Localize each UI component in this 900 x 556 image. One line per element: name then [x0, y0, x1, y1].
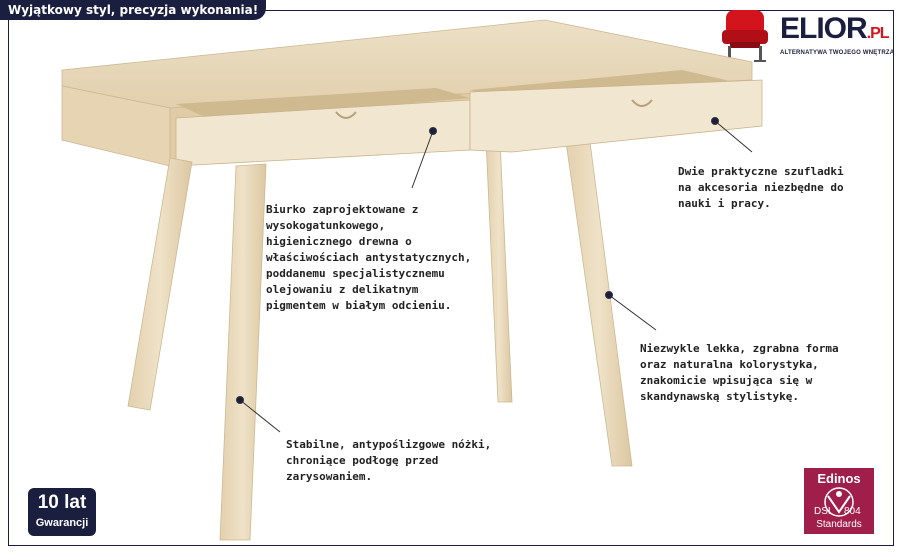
edinos-certificate-badge [804, 468, 874, 534]
desk-leg-front-middle [220, 164, 266, 540]
desk-leg-back-left [486, 140, 512, 402]
callout-wood-line: Biurko zaprojektowane z [266, 203, 419, 216]
logo-suffix: .PL [866, 25, 889, 42]
headline-banner: Wyjątkowy styl, precyzja wykonania! [0, 0, 266, 20]
callout-legs-line: zarysowaniem. [286, 470, 373, 483]
callout-form-line: Niezwykle lekka, zgrabna forma [640, 342, 839, 355]
warranty-badge [28, 488, 96, 536]
callout-drawers [678, 164, 844, 212]
badge-number: 804 [844, 506, 861, 517]
callout-form-line: znakomicie wpisująca się w [640, 374, 813, 387]
callout-drawers-line: Dwie praktyczne szufladki [678, 165, 844, 178]
callout-form-line: oraz naturalna kolorystyka, [640, 358, 819, 371]
callout-wood-line: poddanemu specjalistycznemu [266, 267, 445, 280]
desk-leg-back-right [566, 142, 632, 466]
callout-legs-line: chroniące podłogę przed [286, 454, 439, 467]
callout-wood-line: właściwościach antystatycznych, [266, 251, 472, 264]
callout-wood-line: olejowaniu z delikatnym [266, 283, 419, 296]
callout-form [640, 341, 839, 405]
callout-drawers-line: nauki i pracy. [678, 197, 771, 210]
logo-tagline: ALTERNATYWA TWOJEGO WNĘTRZA [780, 50, 895, 56]
warranty-label: Gwarancji [35, 517, 89, 529]
warranty-years: 10 lat [37, 492, 87, 513]
callout-wood-line: pigmentem w białym odcieniu. [266, 299, 452, 312]
callout-legs [286, 437, 491, 485]
drawer-right-front [470, 80, 762, 152]
callout-wood-line: higienicznego drewna o [266, 235, 412, 248]
badge-standards: Standards [816, 519, 862, 530]
badge-name: Edinos [817, 471, 861, 486]
callout-form-line: skandynawską stylistykę. [640, 390, 799, 403]
logo-brand: ELIOR [780, 12, 867, 45]
callout-wood [266, 202, 471, 314]
callout-drawers-line: na akcesoria niezbędne do [678, 181, 844, 194]
callout-wood-line: wysokogatunkowego, [266, 219, 386, 232]
desk-leg-front-left [128, 158, 192, 410]
badge-dsi: DSI [814, 506, 831, 517]
callout-legs-line: Stabilne, antypoślizgowe nóżki, [286, 438, 492, 451]
